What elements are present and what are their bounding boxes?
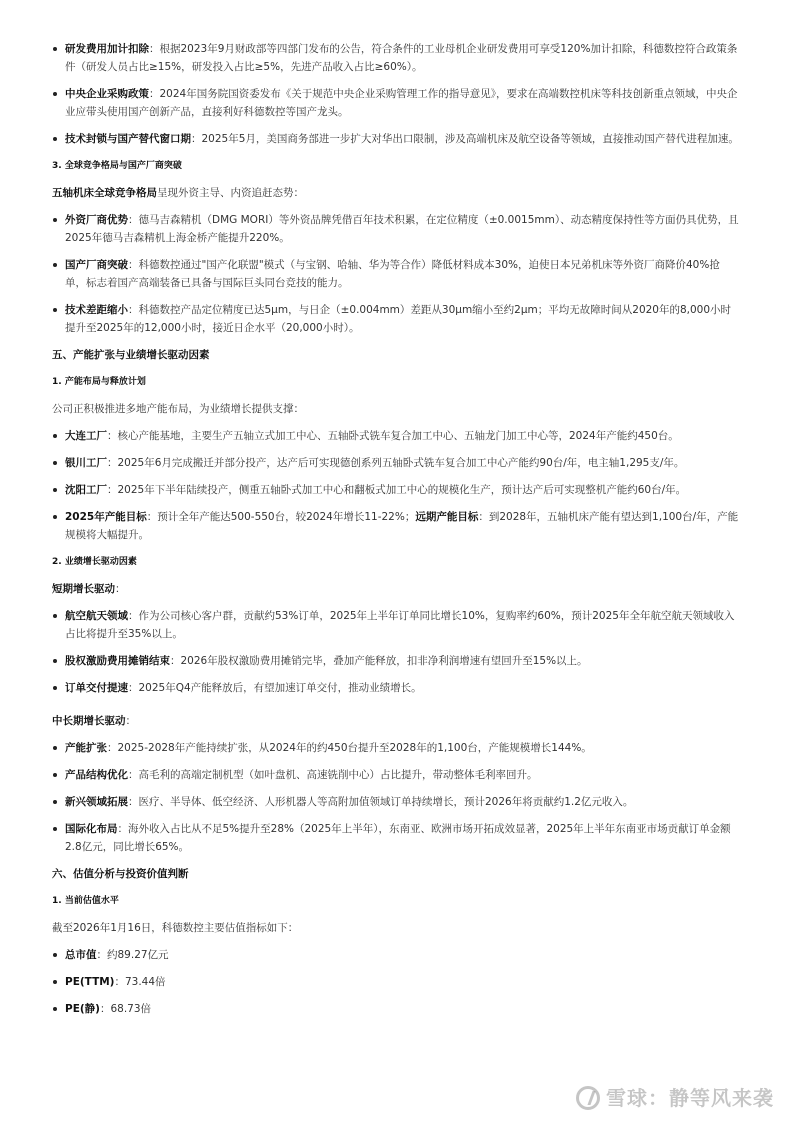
list-item: 股权激励费用摊销结束：2026年股权激励费用摊销完毕，叠加产能释放，扣非净利润增速有望回升至15%以上。: [52, 652, 740, 670]
valuation-list: [0, 946, 800, 1018]
list-item: 新兴领域拓展：医疗、半导体、低空经济、人形机器人等高附加值领域订单持续增长，预计2026年将贡献约1.2亿元收入。: [52, 793, 740, 811]
policy-list: [0, 40, 800, 148]
list-item: 航空航天领域：作为公司核心客户群，贡献约53%订单，2025年上半年订单同比增长10%，复购率约60%，预计2025年全年航空航天领域收入占比将提升至35%以上。: [52, 607, 740, 643]
list-item: 外资厂商优势：德马吉森精机（DMG MORI）等外资品牌凭借百年技术积累，在定位精度（±0.0015mm）、动态精度保持性等方面仍具优势，且2025年德马吉森精机上海金桥产能提升220%。: [52, 211, 740, 247]
section-heading: 2. 业绩增长驱动因素: [52, 557, 137, 567]
list-item: 技术差距缩小：科德数控产品定位精度已达5μm，与日企（±0.004mm）差距从30μm缩小至约2μm；平均无故障时间从2020年的8,000小时提升至2025年的12,000小时，接近日企水平（20,000小时）。: [52, 301, 740, 337]
section-heading: 六、估值分析与投资价值判断: [52, 868, 189, 880]
paragraph: 截至2026年1月16日，科德数控主要估值指标如下：: [52, 922, 299, 934]
list-item: 2025年产能目标：预计全年产能达500-550台，较2024年增长11-22%；远期产能目标：到2028年，五轴机床产能有望达到1,100台/年，产能规模将大幅提升。: [52, 508, 740, 544]
paragraph: 公司正积极推进多地产能布局，为业绩增长提供支撑：: [52, 403, 304, 415]
short-term-list: [0, 607, 800, 697]
section-heading: 1. 当前估值水平: [52, 896, 119, 906]
section-heading: 1. 产能布局与释放计划: [52, 377, 146, 387]
list-item: 银川工厂：2025年6月完成搬迁并部分投产，达产后可实现德创系列五轴卧式铣车复合加工中心产能约90台/年，电主轴1,295支/年。: [52, 454, 740, 472]
capacity-list: [0, 427, 800, 544]
list-item: 产品结构优化：高毛利的高端定制机型（如叶盘机、高速铣削中心）占比提升，带动整体毛利率回升。: [52, 766, 740, 784]
paragraph: 中长期增长驱动：: [52, 715, 136, 727]
watermark-text: 雪球：静等风来袭: [606, 1086, 774, 1110]
competition-list: [0, 211, 800, 337]
section-heading: 五、产能扩张与业绩增长驱动因素: [52, 349, 210, 361]
paragraph: 五轴机床全球竞争格局呈现外资主导、内资追赶态势：: [52, 187, 304, 199]
list-item: 研发费用加计扣除：根据2023年9月财政部等四部门发布的公告，符合条件的工业母机企业研发费用可享受120%加计扣除，科德数控符合政策条件（研发人员占比≥15%，研发投入占比≥5%，先进产品收入占比≥60%）。: [52, 40, 740, 76]
list-item: PE(TTM)：73.44倍: [52, 973, 740, 991]
list-item: 大连工厂：核心产能基地，主要生产五轴立式加工中心、五轴卧式铣车复合加工中心、五轴龙门加工中心等，2024年产能约450台。: [52, 427, 740, 445]
list-item: 中央企业采购政策：2024年国务院国资委发布《关于规范中央企业采购管理工作的指导意见》，要求在高端数控机床等科技创新重点领域，中央企业应带头使用国产创新产品，直接利好科德数控等国产龙头。: [52, 85, 740, 121]
watermark: [576, 1086, 774, 1110]
document-page: [0, 40, 800, 1027]
list-item: 国际化布局：海外收入占比从不足5%提升至28%（2025年上半年），东南亚、欧洲市场开拓成效显著，2025年上半年东南亚市场贡献订单金额2.8亿元，同比增长65%。: [52, 820, 740, 856]
list-item: PE(静)：68.73倍: [52, 1000, 740, 1018]
list-item: 产能扩张：2025-2028年产能持续扩张，从2024年的约450台提升至2028年的1,100台，产能规模增长144%。: [52, 739, 740, 757]
paragraph: 短期增长驱动：: [52, 583, 126, 595]
section-heading: 3. 全球竞争格局与国产厂商突破: [52, 161, 182, 171]
long-term-list: [0, 739, 800, 856]
list-item: 订单交付提速：2025年Q4产能释放后，有望加速订单交付，推动业绩增长。: [52, 679, 740, 697]
xueqiu-logo-icon: [576, 1086, 600, 1110]
list-item: 技术封锁与国产替代窗口期：2025年5月，美国商务部进一步扩大对华出口限制，涉及高端机床及航空设备等领域，直接推动国产替代进程加速。: [52, 130, 740, 148]
list-item: 国产厂商突破：科德数控通过"国产化联盟"模式（与宝钢、哈轴、华为等合作）降低材料成本30%，迫使日本兄弟机床等外资厂商降价40%抢单，标志着国产高端装备已具备与国际巨头同台竞技的能力。: [52, 256, 740, 292]
list-item: 总市值：约89.27亿元: [52, 946, 740, 964]
list-item: 沈阳工厂：2025年下半年陆续投产，侧重五轴卧式加工中心和翻板式加工中心的规模化生产，预计达产后可实现整机产能约60台/年。: [52, 481, 740, 499]
